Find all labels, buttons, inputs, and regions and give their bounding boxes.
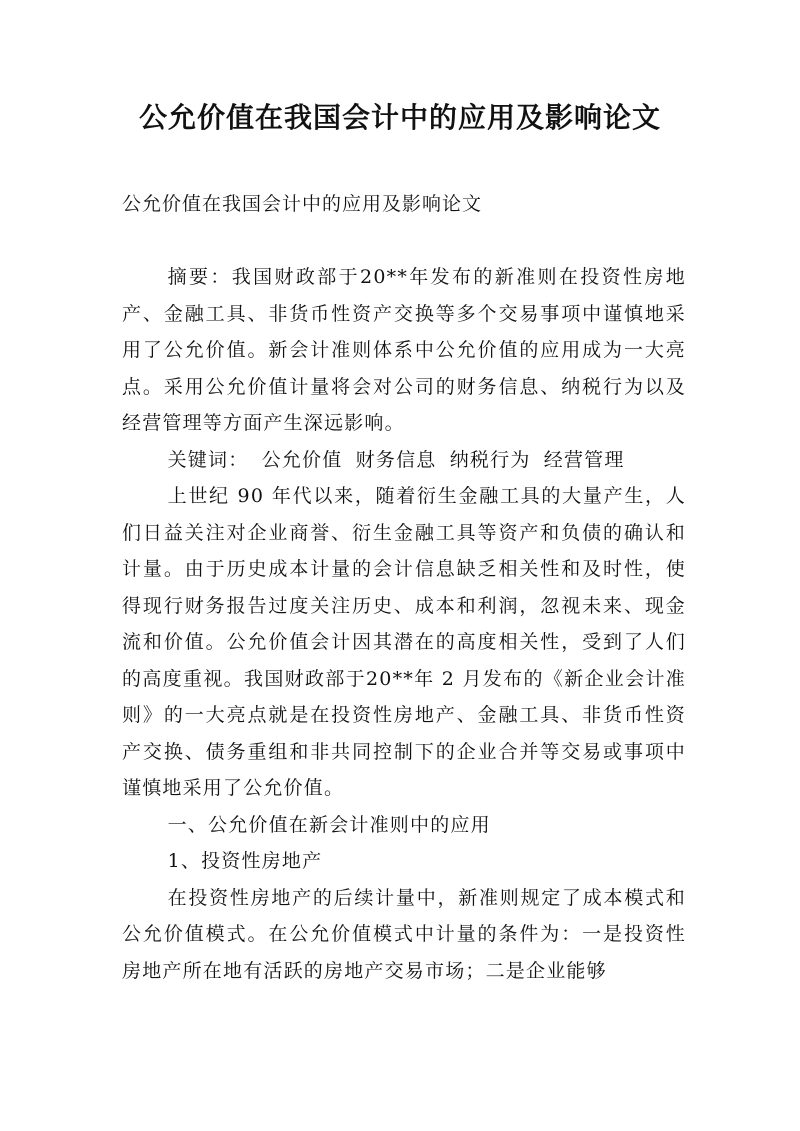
abstract-paragraph: 摘要：我国财政部于20**年发布的新准则在投资性房地产、金融工具、非货币性资产交换等多个交易事项中谨慎地采用了公允价值。新会计准则体系中公允价值的应用成为一大亮点。采用公允价值计量将会对公司的财务信息、纳税行为以及经营管理等方面产生深远影响。 xyxy=(122,266,686,434)
intro-paragraph: 上世纪 90 年代以来，随着衍生金融工具的大量产生，人们日益关注对企业商誉、衍生金融工具等资产和负债的确认和计量。由于历史成本计量的会计信息缺乏相关性和及时性，使得现行财务报告过度关注历史、成本和利润，忽视未来、现金流和价值。公允价值会计因其潜在的高度相关性，受到了人们的高度重视。我国财政部于20**年 2 月发布的《新企业会计准则》的一大亮点就是在投资性房地产、金融工具、非货币性资产交换、债务重组和非共同控制下的企业合并等交易或事项中谨慎地采用了公允价值。 xyxy=(122,485,686,799)
body-paragraph: 在投资性房地产的后续计量中，新准则规定了成本模式和公允价值模式。在公允价值模式中计量的条件为：一是投资性房地产所在地有活跃的房地产交易市场；二是企业能够 xyxy=(122,886,686,982)
keywords-paragraph: 关键词： 公允价值 财务信息 纳税行为 经营管理 xyxy=(167,448,625,471)
subsection-heading: 1、投资性房地产 xyxy=(167,850,323,872)
document-title: 公允价值在我国会计中的应用及影响论文 xyxy=(138,101,661,134)
section-heading: 一、公允价值在新会计准则中的应用 xyxy=(167,813,491,836)
document-subtitle: 公允价值在我国会计中的应用及影响论文 xyxy=(122,193,483,215)
document-body xyxy=(122,259,686,989)
